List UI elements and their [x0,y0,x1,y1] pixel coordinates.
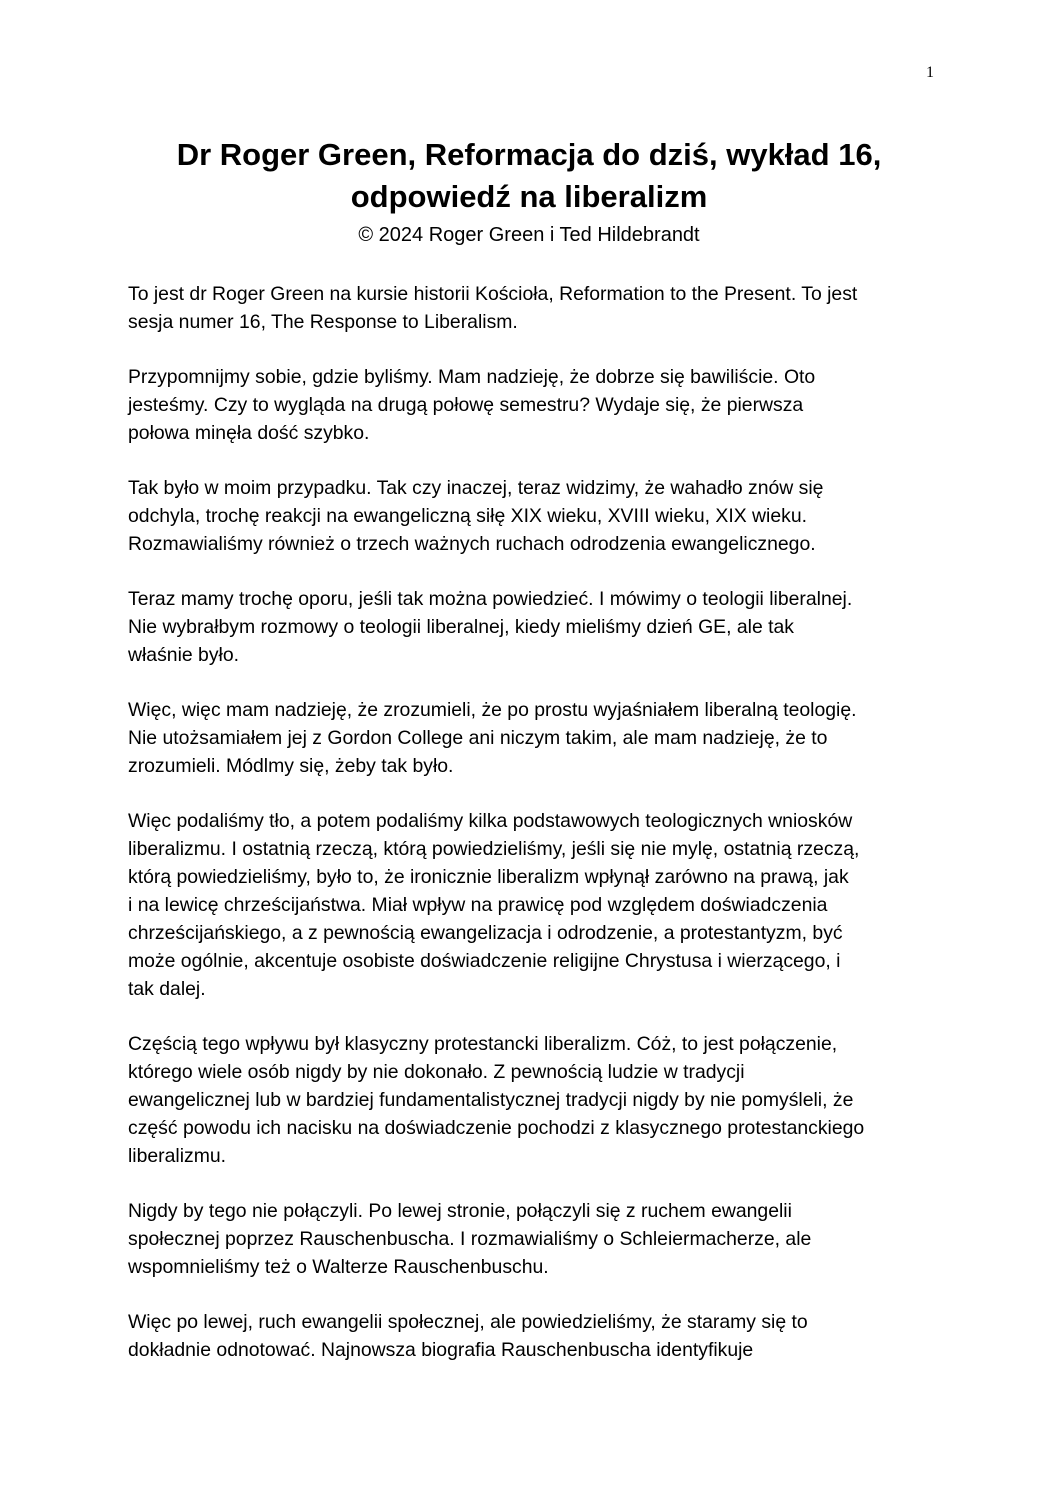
text-line: dokładnie odnotować. Najnowsza biografia Rauschenbuscha identyfikuje [128,1339,754,1361]
text-line: zrozumieli. Módlmy się, żeby tak było. [128,755,454,777]
paragraph [128,1030,936,1170]
paragraph [128,1197,936,1281]
paragraph [128,1308,936,1364]
text-line: społecznej poprzez Rauschenbuscha. I rozmawialiśmy o Schleiermacherze, ale [128,1228,812,1250]
text-line: sesja numer 16, The Response to Liberalism. [128,311,518,333]
text-line: Rozmawialiśmy również o trzech ważnych ruchach odrodzenia ewangelicznego. [128,533,816,555]
paragraph [128,696,936,780]
title-line: Dr Roger Green, Reformacja do dziś, wykład 16, [176,137,882,172]
text-line: liberalizmu. I ostatnią rzeczą, którą powiedzieliśmy, jeśli się nie mylę, ostatnią rzeczą, [128,838,860,860]
page-number: 1 [926,64,934,81]
text-line: tak dalej. [128,978,206,1000]
document-body [128,280,936,1391]
text-line: jesteśmy. Czy to wygląda na drugą połowę semestru? Wydaje się, że pierwsza [128,394,804,416]
text-line: ewangelicznej lub w bardziej fundamentalistycznej tradycji nigdy by nie pomyśleli, że [128,1089,854,1111]
text-line: Teraz mamy trochę oporu, jeśli tak można powiedzieć. I mówimy o teologii liberalnej. [128,588,853,610]
text-line: Tak było w moim przypadku. Tak czy inaczej, teraz widzimy, że wahadło znów się [128,477,824,499]
text-line: Nigdy by tego nie połączyli. Po lewej stronie, połączyli się z ruchem ewangelii [128,1200,792,1222]
text-line: może ogólnie, akcentuje osobiste doświadczenie religijne Chrystusa i wierzącego, i [128,950,841,972]
paragraph [128,363,936,447]
text-line: Więc podaliśmy tło, a potem podaliśmy kilka podstawowych teologicznych wniosków [128,810,853,832]
text-line: To jest dr Roger Green na kursie historii Kościoła, Reformation to the Present. To jest [128,283,858,305]
text-line: liberalizmu. [128,1145,227,1167]
text-line: Więc po lewej, ruch ewangelii społecznej, ale powiedzieliśmy, że staramy się to [128,1311,808,1333]
text-line: Więc, więc mam nadzieję, że zrozumieli, że po prostu wyjaśniałem liberalną teologię. [128,699,857,721]
text-line: Przypomnijmy sobie, gdzie byliśmy. Mam nadzieję, że dobrze się bawiliście. Oto [128,366,816,388]
paragraph [128,807,936,1003]
text-line: Nie wybrałbym rozmowy o teologii liberalnej, kiedy mieliśmy dzień GE, ale tak [128,616,794,638]
title-line: odpowiedź na liberalizm [350,179,708,214]
text-line: właśnie było. [128,644,240,666]
text-line: Częścią tego wpływu był klasyczny protestancki liberalizm. Cóż, to jest połączenie, [128,1033,838,1055]
copyright-notice: © 2024 Roger Green i Ted Hildebrandt [358,224,700,246]
text-line: i na lewicę chrześcijaństwa. Miał wpływ na prawicę pod względem doświadczenia [128,894,828,916]
text-line: którą powiedzieliśmy, było to, że ironicznie liberalizm wpłynął zarówno na prawą, jak [128,866,849,888]
document-title [100,134,958,218]
paragraph [128,474,936,558]
paragraph [128,280,936,336]
text-line: chrześcijańskiego, a z pewnością ewangelizacja i odrodzenie, a protestantyzm, być [128,922,843,944]
text-line: Nie utożsamiałem jej z Gordon College ani niczym takim, ale mam nadzieję, że to [128,727,828,749]
text-line: którego wiele osób nigdy by nie dokonało. Z pewnością ludzie w tradycji [128,1061,745,1083]
text-line: część powodu ich nacisku na doświadczenie pochodzi z klasycznego protestanckiego [128,1117,865,1139]
paragraph [128,585,936,669]
text-line: odchyla, trochę reakcji na ewangeliczną siłę XIX wieku, XVIII wieku, XIX wieku. [128,505,807,527]
text-line: połowa minęła dość szybko. [128,422,370,444]
text-line: wspomnieliśmy też o Walterze Rauschenbuschu. [128,1256,549,1278]
